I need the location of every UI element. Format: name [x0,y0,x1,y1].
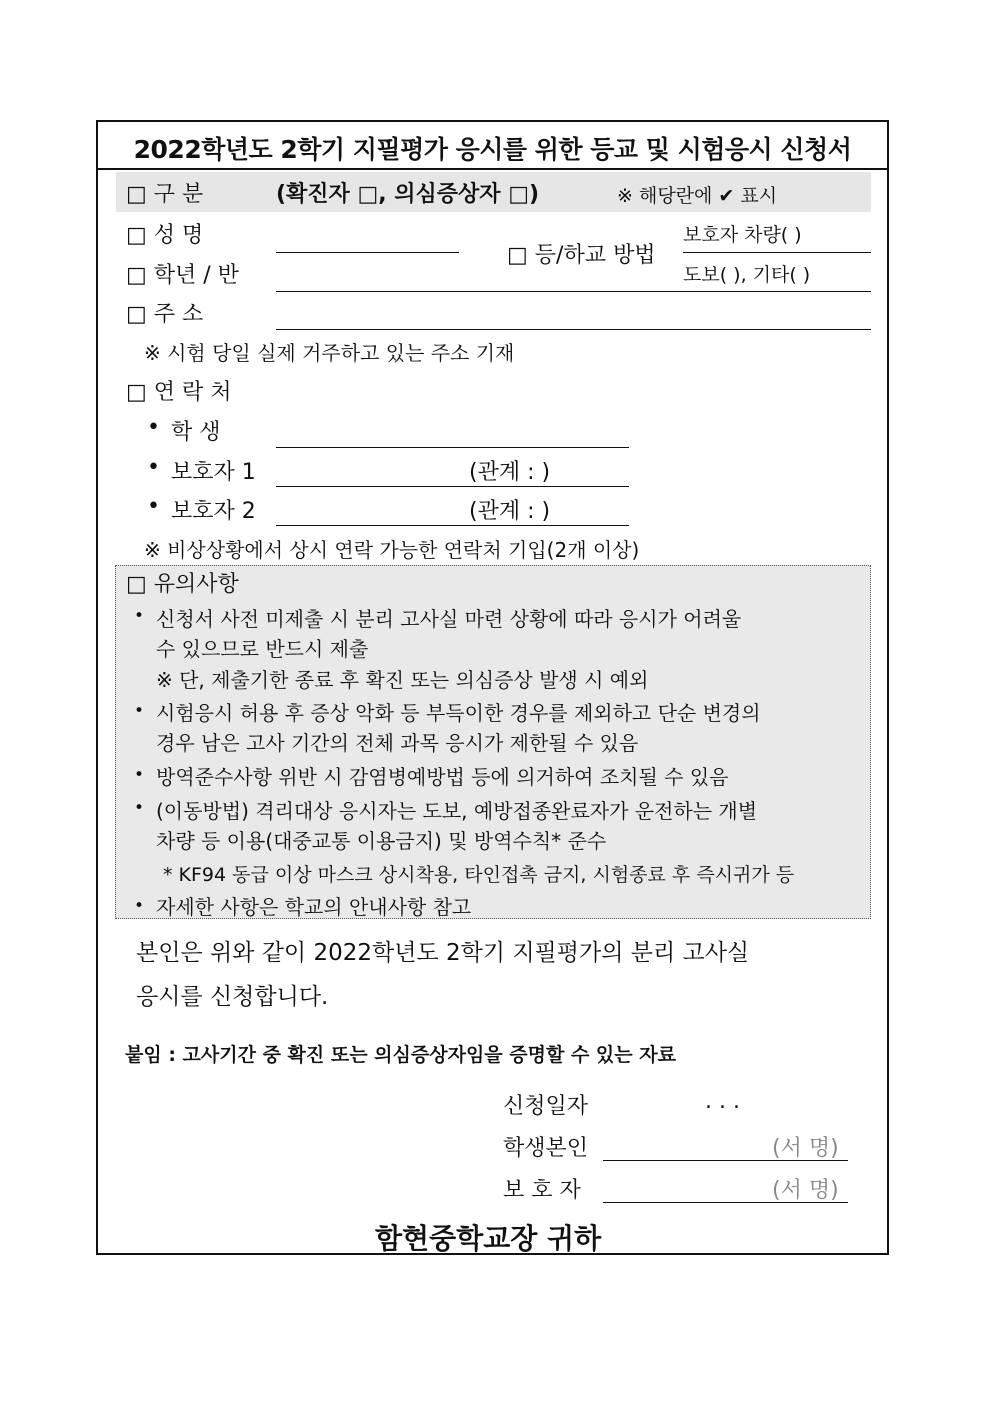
guardian-sign-placeholder: (서 명) [772,1178,839,1203]
notes-heading: □ 유의사항 [126,572,239,597]
bullet-icon: • [134,606,145,626]
note-item-4-line-2: 차량 등 이용(대중교통 이용금지) 및 방역수칙* 준수 [156,829,607,853]
category-options[interactable]: (확진자 □, 의심증상자 □) [276,182,540,207]
contact-guardian1-label: 보호자 1 [171,460,256,485]
address-field[interactable] [276,329,871,330]
note-item-3: 방역준수사항 위반 시 감염병예방법 등에 의거하여 조치될 수 있음 [156,765,729,789]
guardian-sign-label: 보 호 자 [503,1178,581,1203]
date-value[interactable]: . . . [705,1089,740,1114]
date-label: 신청일자 [503,1094,589,1119]
note-item-5: 자세한 사항은 학교의 안내사항 참고 [156,895,472,919]
contact-guardian2-relation[interactable]: (관계 : ) [469,499,551,524]
category-note: ※ 해당란에 ✔ 표시 [617,185,778,207]
contact-guardian2-field[interactable] [276,525,629,526]
grade-field[interactable] [276,291,871,292]
contact-guardian2-label: 보호자 2 [171,499,256,524]
grade-label: □ 학년 / 반 [126,263,239,288]
category-label: □ 구 분 [126,182,204,207]
name-field[interactable] [276,252,459,253]
address-note: ※ 시험 당일 실제 거주하고 있는 주소 기재 [144,341,515,365]
declaration-line-1: 본인은 위와 같이 2022학년도 2학기 지필평가의 분리 고사실 [136,940,750,966]
student-sign-label: 학생본인 [503,1136,589,1161]
address-label: □ 주 소 [126,302,204,327]
note-item-1-sub: ※ 단, 제출기한 종료 후 확진 또는 의심증상 발생 시 예외 [156,668,649,692]
contact-guardian1-field[interactable] [276,486,629,487]
note-item-2-line-2: 경우 남은 고사 기간의 전체 과목 응시가 제한될 수 있음 [156,731,639,755]
recipient: 함현중학교장 귀하 [375,1222,602,1255]
bullet-icon: • [134,798,145,818]
commute-divider [683,252,871,253]
contact-label: □ 연 락 처 [126,380,232,405]
note-item-1-line-2: 수 있으므로 반드시 제출 [156,637,369,661]
declaration-line-2: 응시를 신청합니다. [136,984,329,1010]
title-row [96,120,889,170]
contact-note: ※ 비상상황에서 상시 연락 가능한 연락처 기입(2개 이상) [144,538,640,562]
student-sign-placeholder: (서 명) [772,1136,839,1161]
form-title: 2022학년도 2학기 지필평가 응시를 위한 등교 및 시험응시 신청서 [133,135,852,164]
commute-option-car[interactable]: 보호자 차량( ) [683,224,802,246]
note-item-4-line-1: (이동방법) 격리대상 응시자는 도보, 예방접종완료자가 운전하는 개별 [156,799,758,823]
bullet-icon: • [134,765,145,785]
commute-label: □ 등/하교 방법 [507,243,656,268]
commute-option-walk[interactable]: 도보( ), 기타( ) [683,264,811,286]
name-label: □ 성 명 [126,223,204,248]
note-item-1-line-1: 신청서 사전 미제출 시 분리 고사실 마련 상황에 따라 응시가 어려울 [156,607,742,631]
note-item-4-sub: * KF94 동급 이상 마스크 상시착용, 타인접촉 금지, 시험종료 후 즉시귀가 등 [163,864,795,886]
bullet-icon: • [147,415,160,440]
note-item-2-line-1: 시험응시 허용 후 증상 악화 등 부득이한 경우를 제외하고 단순 변경의 [156,701,761,725]
contact-student-field[interactable] [276,447,629,448]
contact-student-label: 학 생 [171,420,221,445]
bullet-icon: • [147,494,160,519]
contact-guardian1-relation[interactable]: (관계 : ) [469,460,551,485]
attachment-note: 붙임 : 고사기간 중 확진 또는 의심증상자임을 증명할 수 있는 자료 [125,1044,676,1066]
bullet-icon: • [134,701,145,721]
bullet-icon: • [134,896,145,916]
bullet-icon: • [147,455,160,480]
